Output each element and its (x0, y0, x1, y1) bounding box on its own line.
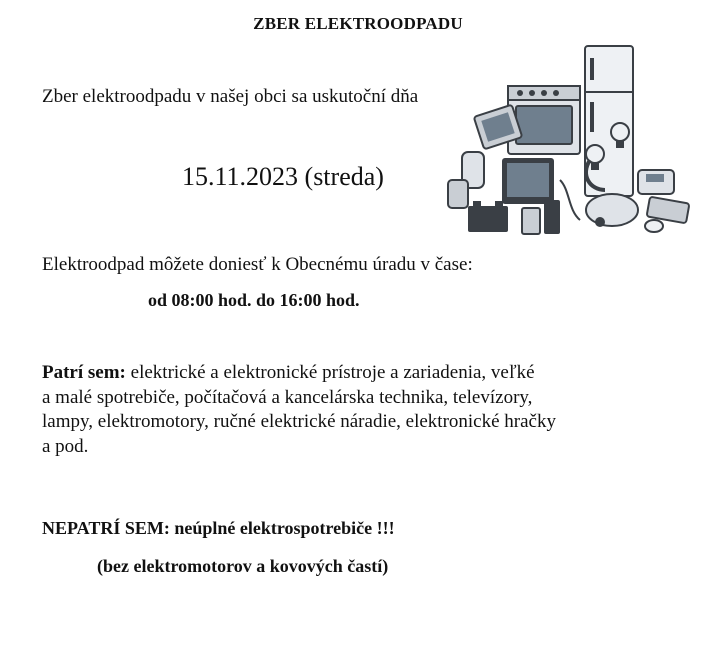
belongs-label: Patrí sem: (42, 362, 126, 383)
not-belongs-note: (bez elektromotorov a kovových častí) (97, 556, 389, 576)
intro-text: Zber elektroodpadu v našej obci sa uskutoční dňa (42, 86, 419, 107)
not-belongs-heading: NEPATRÍ SEM: neúplné elektrospotrebiče !!! (42, 518, 395, 538)
electronic-waste-pile-icon (440, 40, 695, 245)
belongs-line: a pod. (42, 435, 89, 457)
page-title: ZBER ELEKTROODPADU (253, 14, 463, 33)
belongs-line: lampy, elektromotory, ručné elektrické náradie, elektronické hračky (42, 411, 556, 432)
opening-hours: od 08:00 hod. do 16:00 hod. (148, 290, 360, 310)
belongs-line: elektrické a elektronické prístroje a zariadenia, veľké (125, 362, 535, 383)
belongs-line: a malé spotrebiče, počítačová a kancelárska technika, televízory, (42, 386, 533, 408)
bring-instructions: Elektroodpad môžete doniesť k Obecnému úradu v čase: (42, 254, 473, 275)
collection-date: 15.11.2023 (streda) (182, 162, 384, 191)
belongs-paragraph (42, 361, 682, 459)
